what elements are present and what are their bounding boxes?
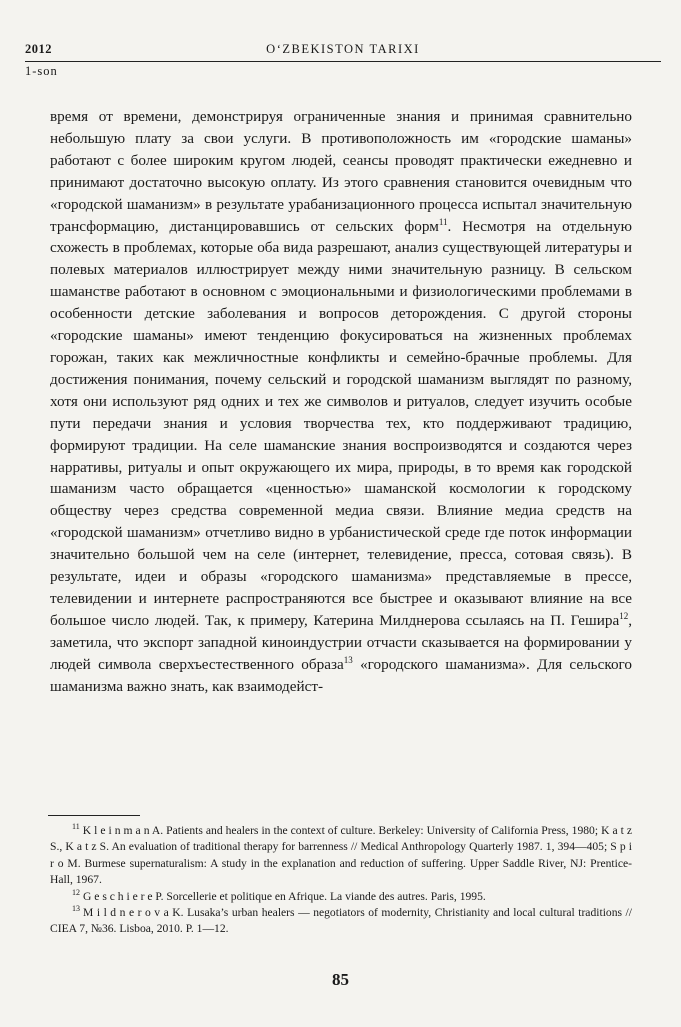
footnote-11	[50, 823, 632, 889]
header-year: 2012	[25, 42, 52, 56]
footnote-text: Lusaka’s urban healers — negotiators of modernity, Christianity and local cultural traditions // CIEA 7, №36. Lisboa, 2010. P. 1—12.	[50, 906, 632, 936]
body-text-part-2: . Несмотря на отдельную схожесть в проблемах, которые оба вида разрешают, анализ существующей литературы и полевых материалов иллюстрирует между ними значительную разницу. В сельском шаманстве работают в основном с эмоциональными и физиологическими проблемами в особенности детские заболевания и вопросов деторождения. С другой стороны «городские шаманы» имеют тенденцию фокусироваться на жизненных проблемах горожан, таких как межличностные конфликты и семейно-брачные проблемы. Для достижения понимания, почему сельский и городской шаманизм выглядят по разному, хотя они используют ряд одних и тех же символов и ритуалов, следует изучить особые пути передачи знания и условия творчества тех, кто поддерживают традицию, формируют традиции. На селе шаманские знания воспроизводятся и создаются через нарративы, ритуалы и опыт окружающего их мира, природы, в то время как городской шаманизм часто обращается «ценностью» шаманской космологии к городскому обществу через средства современной медиа связи. Влияние медиа средств на «городской шаманизм» отчетливо видно в урбанистической среде где поток информации значительно большой чем на селе (интернет, телевидение, пресса, сотовая связь). В результате, идеи и образы «городского шаманизма» представляемые в прессе, телевидении и интернете распространяются все быстрее и оказывают влияние на все большое число людей. Так, к примеру, Катерина Милднерова ссылаясь на П. Гешира	[50, 217, 632, 629]
footnote-number: 11	[72, 822, 80, 832]
footnote-author: G e s c h i e r e P.	[83, 889, 164, 903]
footnote-separator	[48, 815, 140, 816]
footnote-12	[50, 889, 632, 905]
footnote-number: 13	[72, 904, 80, 914]
footnote-ref-11: 11	[438, 216, 448, 227]
footnote-ref-12: 12	[619, 610, 629, 621]
body-text-part-3: , заметила, что экспорт западной киноиндустрии отчасти сказывается на формировании у людей символа сверхъестественного образа	[50, 611, 632, 673]
body-text-part-4: «городского шаманизма». Для сельского шаманизма важно знать, как взаимодейст-	[50, 655, 632, 695]
footnote-number: 12	[72, 887, 80, 897]
footnote-ref-13: 13	[343, 654, 353, 665]
footnote-text: Sorcellerie et politique en Afrique. La viande des autres. Paris, 1995.	[163, 889, 486, 903]
footnote-author: M i l d n e r o v a K.	[83, 906, 184, 920]
header-issue: 1-son	[25, 64, 58, 78]
footnote-13	[50, 905, 632, 938]
page-number: 85	[332, 970, 349, 989]
footnotes	[50, 823, 632, 938]
main-paragraph	[50, 106, 632, 697]
footnote-author: K l e i n m a n A.	[82, 824, 164, 837]
header-journal-title: O‘ZBEKISTON TARIXI	[266, 42, 420, 56]
header-rule	[25, 61, 661, 62]
footnote-text: Patients and healers in the context of culture. Berkeley: University of California Press, 1980; K a t z S., K a t z S. An evaluation of traditional therapy for barrenness // Medical Anthropology Quarterly 1987. 1, 394—405; S p i r o M. Burmese supernaturalism: A study in the explanation and reduction of suffering. Upper Saddle River, NJ: Prentice-Hall, 1967.	[50, 824, 632, 887]
body-text-part-1: время от времени, демонстрируя ограниченные знания и принимая сравнительно небольшую плату за свои услуги. В противоположность им «городские шаманы» работают с более широким кругом людей, сеансы проводят практически ежедневно и принимают достаточно высокую оплату. Из этого сравнения становится очевидным что «городской шаманизм» в результате урабанизационного процесса испытал значительную трансформацию, дистанцировавшись от сельских форм	[50, 108, 632, 235]
